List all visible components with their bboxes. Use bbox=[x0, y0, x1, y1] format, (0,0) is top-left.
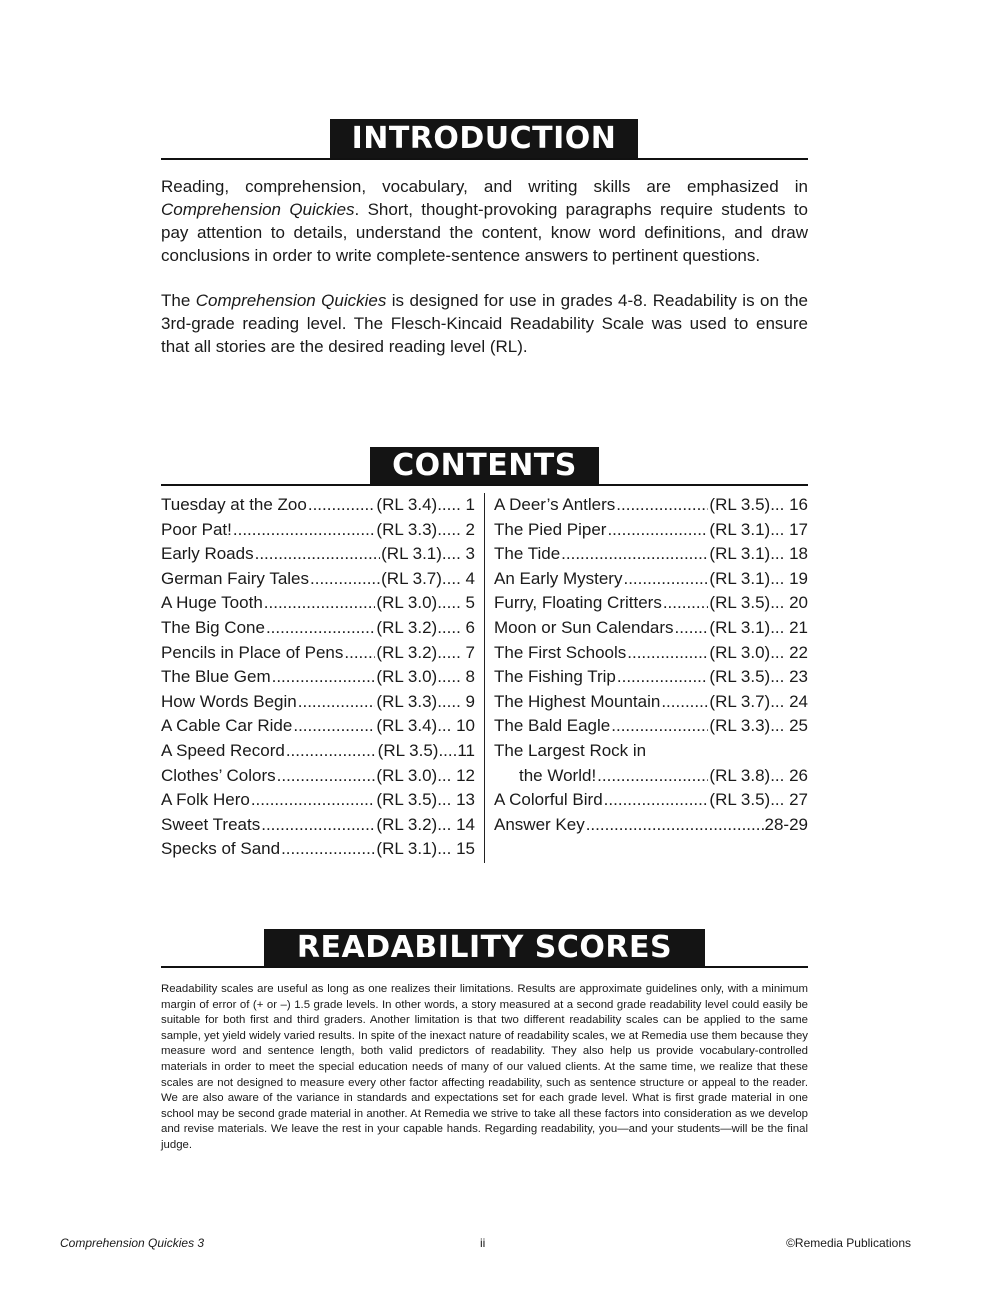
contents-entry-title: Poor Pat! bbox=[161, 519, 232, 539]
intro-paragraph-2 bbox=[161, 289, 808, 358]
contents-entry-reading-level: (RL 3.2) bbox=[376, 617, 438, 637]
contents-dot-leader bbox=[616, 493, 708, 518]
contents-entry-reading-level: (RL 3.8) bbox=[709, 765, 771, 785]
contents-entry-page: ..... 1 bbox=[437, 495, 475, 514]
contents-entry bbox=[494, 542, 808, 567]
contents-entry bbox=[494, 641, 808, 666]
contents-entry-page: ... 13 bbox=[437, 790, 475, 810]
contents-dot-leader bbox=[607, 518, 708, 543]
contents-entry-reading-level: (RL 3.2) bbox=[376, 814, 438, 834]
contents-dot-leader bbox=[561, 542, 708, 567]
intro-paragraph-1 bbox=[161, 175, 808, 267]
contents-entry-reading-level: (RL 3.0) bbox=[376, 765, 438, 785]
introduction-heading: INTRODUCTION bbox=[330, 119, 638, 158]
contents-entry-page: ... 16 bbox=[770, 495, 808, 514]
contents-entry bbox=[161, 641, 475, 666]
contents-dot-leader bbox=[266, 616, 375, 641]
contents-entry-reading-level: (RL 3.1) bbox=[381, 544, 442, 564]
contents-entry-reading-level: (RL 3.5) bbox=[709, 593, 771, 613]
contents-entry-title: Specks of Sand bbox=[161, 839, 281, 859]
contents-entry-title: Early Roads bbox=[161, 544, 254, 564]
contents-dot-leader bbox=[272, 665, 376, 690]
contents-entry-reading-level: (RL 3.1) bbox=[709, 519, 771, 539]
contents-dot-leader bbox=[251, 788, 376, 813]
contents-dot-leader bbox=[261, 813, 375, 838]
contents-column-divider bbox=[484, 493, 485, 863]
contents-entry-title: German Fairy Tales bbox=[161, 568, 310, 588]
contents-entry-title: A Speed Record bbox=[161, 740, 285, 760]
contents-entry-page: ... 22 bbox=[770, 642, 808, 662]
contents-entry bbox=[161, 739, 475, 764]
footer-book-title: Comprehension Quickies 3 bbox=[60, 1236, 205, 1250]
contents-entry-page: ... 19 bbox=[770, 568, 808, 588]
contents-entry-title: A Deer’s Antlers bbox=[494, 495, 616, 514]
contents-entry-page: ... 23 bbox=[770, 667, 808, 687]
contents-entry-reading-level: (RL 3.3) bbox=[709, 716, 771, 736]
intro-p1-book-title: Comprehension Quickies bbox=[161, 200, 355, 219]
contents-dot-leader bbox=[597, 764, 708, 789]
contents-entry-reading-level: (RL 3.5) bbox=[709, 667, 771, 687]
contents-entry-page: ... 14 bbox=[437, 814, 475, 834]
contents-dot-leader bbox=[675, 616, 709, 641]
intro-p1-text-b: . Short, thought-provoking paragraphs require students to pay attention to details, understand the content, know word definitions, and draw conclusions in order to write complete-sentence answers to pertinent questions. bbox=[161, 200, 809, 265]
contents-entry-page: ... 12 bbox=[437, 765, 475, 785]
contents-entry-reading-level: (RL 3.2) bbox=[376, 642, 438, 662]
contents-entry-page: ..... 6 bbox=[437, 617, 475, 637]
contents-entry-page: ... 10 bbox=[437, 716, 475, 736]
contents-entry-reading-level: (RL 3.1) bbox=[709, 617, 771, 637]
contents-entry-title: The First Schools bbox=[494, 642, 627, 662]
contents-entry bbox=[161, 788, 475, 813]
contents-entry-reading-level: (RL 3.5) bbox=[377, 740, 439, 760]
contents-entry-page: 28-29 bbox=[764, 814, 808, 834]
contents-entry-page: ... 21 bbox=[770, 617, 808, 637]
intro-p2-text-b: is designed for use in grades 4-8. Readability is on the 3rd-grade reading level. The Flesch-Kincaid Readability Scale was used to ensure that all stories are the desired reading level (RL). bbox=[161, 291, 808, 356]
contents-entry bbox=[494, 567, 808, 592]
contents-entry bbox=[494, 591, 808, 616]
contents-entry bbox=[161, 813, 475, 838]
contents-entry-title: A Cable Car Ride bbox=[161, 716, 293, 736]
contents-entry bbox=[161, 837, 475, 862]
contents-entry-reading-level: (RL 3.4) bbox=[376, 716, 438, 736]
contents-entry-title: the World! bbox=[519, 765, 597, 785]
contents-dot-leader bbox=[255, 542, 381, 567]
contents-entry-page: ..... 5 bbox=[437, 593, 475, 613]
contents-entry-page: ... 15 bbox=[437, 839, 475, 859]
contents-dot-leader bbox=[264, 591, 376, 616]
contents-entry-reading-level: (RL 3.0) bbox=[376, 667, 438, 687]
contents-entry-page: ..... 8 bbox=[437, 667, 475, 687]
contents-entry bbox=[161, 690, 475, 715]
contents-entry-page: ... 20 bbox=[770, 593, 808, 613]
contents-dot-leader bbox=[661, 690, 708, 715]
contents-entry bbox=[161, 493, 475, 518]
readability-heading: READABILITY SCORES bbox=[264, 929, 705, 966]
contents-entry-title: The Blue Gem bbox=[161, 667, 271, 687]
contents-entry-title: Clothes’ Colors bbox=[161, 765, 276, 785]
contents-entry-page: ... 24 bbox=[770, 691, 808, 711]
contents-dot-leader bbox=[310, 567, 380, 592]
introduction-header bbox=[161, 119, 808, 160]
contents-entry-title: The Tide bbox=[494, 544, 561, 564]
contents-entry bbox=[494, 813, 808, 838]
contents-entry-reading-level: (RL 3.7) bbox=[381, 568, 442, 588]
contents-entry bbox=[494, 788, 808, 813]
contents-dot-leader bbox=[344, 641, 375, 666]
contents-entry-title: The Bald Eagle bbox=[494, 716, 611, 736]
contents-entry-reading-level: (RL 3.0) bbox=[376, 593, 438, 613]
contents-entry-page: ... 25 bbox=[770, 716, 808, 736]
readability-paragraph: Readability scales are useful as long as one realizes their limitations. Results are approximate guidelines only, with a minimum margin of error of (+ or –) 1.5 grade levels. In other words, a story measured at a second grade readability level could easily be suitable for both first and third graders. Another limitation is that two different readability scales can be applied to the same sample, yet yield widely varied results. In spite of the inexact nature of readability scales, we at Remedia use them because they measure word and sentence length, both valid predictors of readability. They also help us provide vocabulary-controlled materials in order to meet the special education needs of many of our valued clients. At the same time, we realize that these scales are not designed to measure every other factor affecting readability, such as sentence structure or appeal to the reader. We are also aware of the variance in standards and expectations set for each grade level. What is first grade material in one school may be second grade material in another. At Remedia we strive to take all these factors into consideration as we develop and revise materials. We leave the rest in your capable hands. Regarding readability, you—and your students—will be the final judge. bbox=[161, 983, 808, 1151]
contents-entry-title: The Fishing Trip bbox=[494, 667, 616, 687]
contents-entry-page: ... 17 bbox=[770, 519, 808, 539]
contents-dot-leader bbox=[298, 690, 376, 715]
contents-entry bbox=[161, 591, 475, 616]
contents-entry-reading-level: (RL 3.5) bbox=[709, 790, 771, 810]
contents-entry bbox=[161, 518, 475, 543]
contents-entry-reading-level: (RL 3.7) bbox=[709, 691, 771, 711]
contents-list-right bbox=[494, 493, 808, 837]
contents-entry-page: ....11 bbox=[438, 740, 475, 760]
intro-p2-book-title: Comprehension Quickies bbox=[195, 291, 387, 310]
contents-entry-page: ... 27 bbox=[770, 790, 808, 810]
contents-entry-title: How Words Begin bbox=[161, 691, 297, 711]
contents-entry-reading-level: (RL 3.3) bbox=[376, 519, 438, 539]
contents-entry bbox=[494, 665, 808, 690]
contents-entry-title: An Early Mystery bbox=[494, 568, 623, 588]
contents-dot-leader bbox=[627, 641, 708, 666]
contents-dot-leader bbox=[663, 591, 709, 616]
contents-entry bbox=[161, 616, 475, 641]
contents-entry-page: ..... 7 bbox=[437, 642, 475, 662]
contents-entry-reading-level: (RL 3.5) bbox=[376, 790, 438, 810]
contents-entry bbox=[494, 690, 808, 715]
footer-publisher: ©Remedia Publications bbox=[786, 1236, 911, 1250]
contents-entry bbox=[494, 493, 808, 518]
contents-entry-page: ... 18 bbox=[770, 544, 808, 564]
footer-page-number: ii bbox=[480, 1236, 486, 1250]
contents-entry-title: Sweet Treats bbox=[161, 814, 261, 834]
contents-entry-title: A Folk Hero bbox=[161, 790, 250, 810]
contents-dot-leader bbox=[308, 493, 376, 518]
contents-entry bbox=[494, 616, 808, 641]
contents-entry bbox=[494, 764, 808, 789]
contents-entry-title: The Highest Mountain bbox=[494, 691, 661, 711]
intro-p1-text-a: Reading, comprehension, vocabulary, and writing skills are emphasized in bbox=[161, 177, 808, 196]
contents-entry-reading-level: (RL 3.1) bbox=[376, 839, 438, 859]
contents-entry-reading-level: (RL 3.4) bbox=[376, 495, 438, 514]
contents-header bbox=[161, 447, 808, 486]
contents-entry bbox=[494, 714, 808, 739]
contents-dot-leader bbox=[293, 714, 375, 739]
contents-dot-leader bbox=[286, 739, 377, 764]
contents-entry-page: ..... 2 bbox=[437, 519, 475, 539]
contents-entry bbox=[161, 714, 475, 739]
contents-entry-page: .... 3 bbox=[441, 544, 475, 564]
contents-dot-leader bbox=[623, 567, 708, 592]
contents-dot-leader bbox=[604, 788, 709, 813]
contents-entry-page: ..... 9 bbox=[437, 691, 475, 711]
contents-dot-leader bbox=[617, 665, 709, 690]
contents-entry-reading-level: (RL 3.5) bbox=[709, 495, 771, 514]
contents-entry-title: Moon or Sun Calendars bbox=[494, 617, 674, 637]
contents-entry-reading-level: (RL 3.0) bbox=[709, 642, 771, 662]
contents-entry bbox=[494, 739, 808, 764]
contents-entry-title: The Largest Rock in bbox=[494, 740, 647, 760]
contents-entry-title: Tuesday at the Zoo bbox=[161, 495, 307, 514]
contents-dot-leader bbox=[233, 518, 376, 543]
contents-dot-leader bbox=[277, 764, 376, 789]
contents-entry bbox=[161, 542, 475, 567]
contents-entry bbox=[161, 665, 475, 690]
contents-entry-title: Pencils in Place of Pens bbox=[161, 642, 344, 662]
contents-entry-reading-level: (RL 3.1) bbox=[709, 544, 771, 564]
contents-entry-reading-level: (RL 3.1) bbox=[709, 568, 771, 588]
contents-dot-leader bbox=[611, 714, 708, 739]
readability-header bbox=[161, 929, 808, 968]
contents-entry-title: A Huge Tooth bbox=[161, 593, 263, 613]
contents-entry-page: .... 4 bbox=[441, 568, 475, 588]
contents-entry-title: Furry, Floating Critters bbox=[494, 593, 662, 613]
contents-dot-leader bbox=[281, 837, 375, 862]
contents-dot-leader bbox=[586, 813, 764, 838]
contents-entry bbox=[161, 764, 475, 789]
contents-entry-title: Answer Key bbox=[494, 814, 585, 834]
contents-entry-reading-level: (RL 3.3) bbox=[376, 691, 438, 711]
contents-entry-title: A Colorful Bird bbox=[494, 790, 603, 810]
contents-entry-page: ... 26 bbox=[770, 765, 808, 785]
contents-heading: CONTENTS bbox=[370, 447, 599, 484]
intro-p2-text-a: The bbox=[161, 291, 196, 310]
contents-list-left bbox=[161, 493, 475, 862]
contents-entry-title: The Big Cone bbox=[161, 617, 265, 637]
contents-entry bbox=[161, 567, 475, 592]
contents-entry-title: The Pied Piper bbox=[494, 519, 607, 539]
contents-entry bbox=[494, 518, 808, 543]
